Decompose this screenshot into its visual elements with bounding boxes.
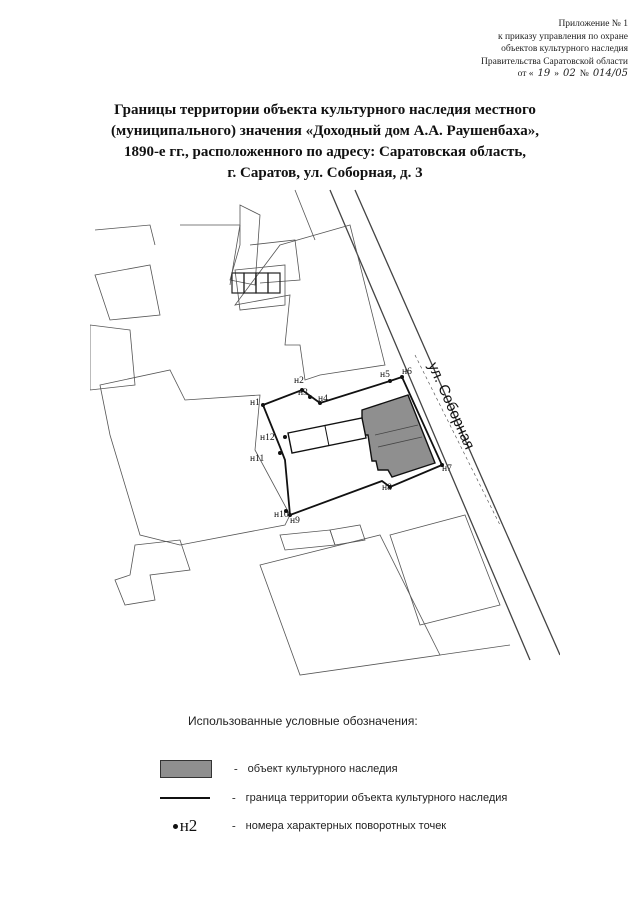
point-n1: [261, 403, 265, 407]
date-prefix: от «: [517, 69, 534, 79]
title-line-4: г. Саратов, ул. Соборная, д. 3: [227, 165, 423, 181]
point-symbol-label: н2: [179, 816, 198, 835]
label-n4: н4: [318, 394, 328, 404]
appendix-line-2: к приказу управления по охране: [497, 31, 628, 42]
title-line-3: 1890-е гг., расположенного по адресу: Саратовская область,: [123, 144, 527, 160]
legend-label: объект культурного наследия: [247, 763, 398, 775]
label-n11: н11: [250, 454, 265, 464]
number-prefix: №: [579, 69, 589, 79]
legend-item-points: [160, 816, 446, 836]
label-n8: н8: [382, 483, 392, 493]
legend-label: номера характерных поворотных точек: [245, 820, 447, 832]
date-day-close: »: [554, 69, 559, 79]
legend-title: Использованные условные обозначения:: [188, 714, 418, 728]
heritage-swatch: [160, 760, 212, 778]
label-n9: н9: [290, 516, 300, 526]
legend-item-heritage: [160, 760, 398, 778]
cadastral-map: [90, 185, 560, 685]
legend-dash: -: [234, 763, 238, 775]
date-month: 02: [563, 68, 576, 79]
label-n12: н12: [260, 433, 275, 443]
order-number: 014/05: [592, 68, 628, 79]
legend-item-boundary: [160, 792, 507, 804]
label-n5: н5: [380, 370, 390, 380]
label-n6: н6: [402, 367, 412, 377]
date-day: 19: [537, 68, 551, 79]
point-n11: [278, 451, 282, 455]
garage-blocks: [232, 273, 280, 293]
appendix-date-line: [428, 68, 628, 81]
legend-dash: -: [232, 792, 236, 804]
point-n12: [283, 435, 287, 439]
point-swatch: [160, 816, 210, 836]
appendix-line-1: Приложение № 1: [558, 19, 628, 29]
label-n1: н1: [250, 398, 260, 408]
label-n3: н3: [298, 388, 308, 398]
label-n10: н10: [274, 510, 289, 520]
label-n2: н2: [294, 376, 304, 386]
appendix-line-3: объектов культурного наследия: [501, 44, 628, 54]
boundary-swatch: [160, 797, 210, 799]
point-n3: [308, 395, 312, 399]
appendix-block: [428, 18, 628, 81]
label-n7: н7: [442, 464, 452, 474]
legend-dash: -: [232, 820, 236, 832]
page-title: [90, 100, 560, 184]
point-dot-icon: [173, 824, 178, 829]
title-line-1: Границы территории объекта культурного наследия местного: [114, 102, 536, 118]
street-label: ул. Соборная: [424, 359, 478, 453]
legend-label: граница территории объекта культурного наследия: [245, 792, 508, 804]
title-line-2: (муниципального) значения «Доходный дом А.А. Раушенбаха»,: [111, 123, 539, 139]
appendix-line-4: Правительства Саратовской области: [481, 56, 628, 67]
heritage-object: [362, 395, 435, 477]
